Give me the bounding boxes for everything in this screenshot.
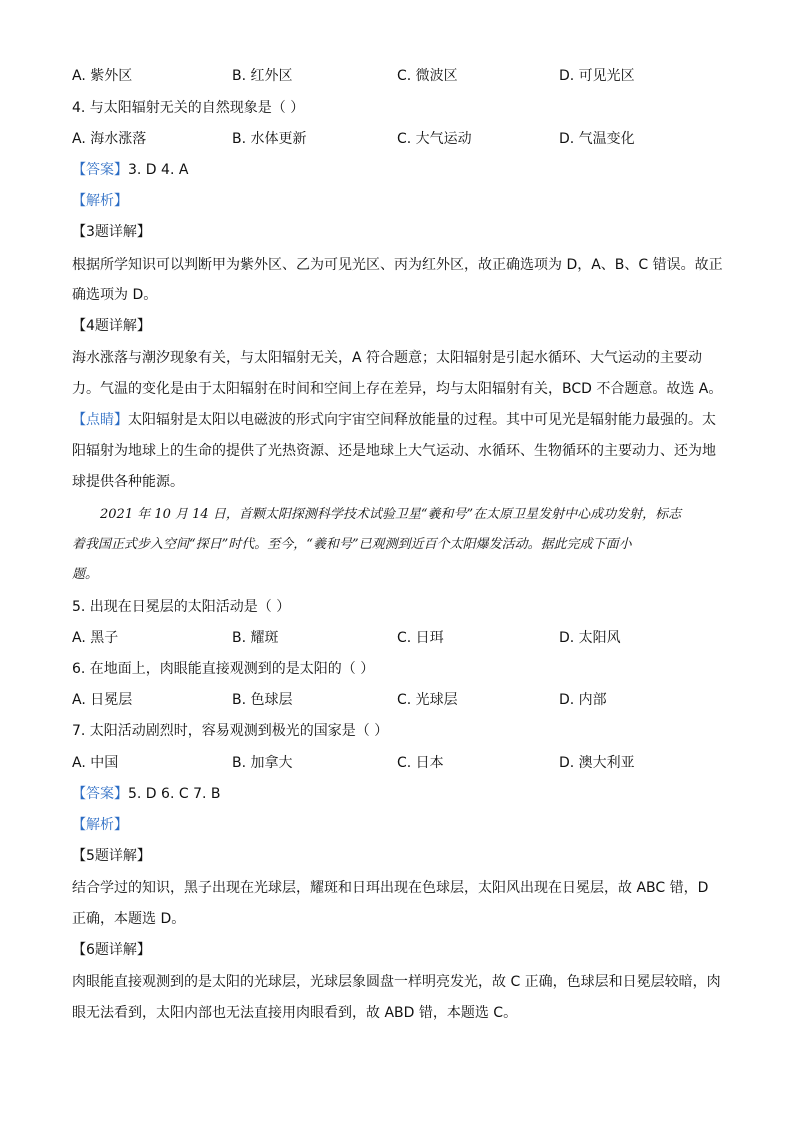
- q4-option-d: D. 气温变化: [559, 131, 635, 147]
- q4-options: [72, 129, 732, 149]
- q7-options: [72, 753, 732, 773]
- q7-option-d: D. 澳大利亚: [559, 755, 635, 771]
- q5-detail-tag: 【5题详解】: [72, 848, 151, 864]
- tip-tag: 【点睛】: [72, 412, 128, 428]
- q4-option-a: A. 海水涨落: [72, 131, 147, 147]
- analysis-tag: 【解析】: [72, 193, 128, 209]
- answer-line-2: [72, 784, 220, 804]
- tip-line-3: 球提供各种能源。: [72, 474, 184, 490]
- q5-option-a: A. 黑子: [72, 630, 119, 646]
- q7-option-b: B. 加拿大: [232, 755, 293, 771]
- tip-line-2: 阳辐射为地球上的生命的提供了光热资源、还是地球上大气运动、水循环、生物循环的主要动力、还为地: [72, 443, 716, 459]
- intro-line-2: 着我国正式步入空间“探日”时代。至今，“羲和号”已观测到近百个太阳爆发活动。据此完成下面小: [72, 537, 632, 552]
- intro-line-1: 2021 年 10 月 14 日，首颗太阳探测科学技术试验卫星“羲和号”在太原卫星发射中心成功发射，标志: [100, 507, 682, 522]
- q6-detail-line-2: 眼无法看到，太阳内部也无法直接用肉眼看到，故 ABD 错，本题选 C。: [72, 1005, 518, 1021]
- tip-line-1: [72, 410, 716, 430]
- q4-stem: 4. 与太阳辐射无关的自然现象是（ ）: [72, 100, 305, 116]
- q7-option-c: C. 日本: [397, 755, 444, 771]
- q5-stem: 5. 出现在日冕层的太阳活动是（ ）: [72, 599, 291, 615]
- q6-detail-tag: 【6题详解】: [72, 942, 151, 958]
- q3-option-a: A. 紫外区: [72, 68, 133, 84]
- answer-text-2: 5. D 6. C 7. B: [128, 786, 221, 802]
- q3-options: [72, 66, 732, 86]
- q4-detail-tag: 【4题详解】: [72, 318, 151, 334]
- answer-tag: 【答案】: [72, 162, 128, 178]
- q4-option-c: C. 大气运动: [397, 131, 472, 147]
- q3-option-b: B. 红外区: [232, 68, 293, 84]
- q5-detail-line-1: 结合学过的知识，黑子出现在光球层，耀斑和日珥出现在色球层，太阳风出现在日冕层，故 ABC 错，D: [72, 880, 709, 896]
- answer-tag-2: 【答案】: [72, 786, 128, 802]
- q4-option-b: B. 水体更新: [232, 131, 307, 147]
- q5-options: [72, 628, 732, 648]
- q7-option-a: A. 中国: [72, 755, 119, 771]
- q5-option-d: D. 太阳风: [559, 630, 621, 646]
- intro-line-3: 题。: [72, 567, 99, 582]
- analysis-tag-2: 【解析】: [72, 817, 128, 833]
- q7-stem: 7. 太阳活动剧烈时，容易观测到极光的国家是（ ）: [72, 723, 389, 739]
- q3-option-d: D. 可见光区: [559, 68, 635, 84]
- q4-detail-line-1: 海水涨落与潮汐现象有关，与太阳辐射无关，A 符合题意；太阳辐射是引起水循环、大气运动的主要动: [72, 350, 703, 366]
- q6-stem: 6. 在地面上，肉眼能直接观测到的是太阳的（ ）: [72, 661, 375, 677]
- q3-detail-line-1: 根据所学知识可以判断甲为紫外区、乙为可见光区、丙为红外区，故正确选项为 D，A、B、C 错误。故正: [72, 257, 723, 273]
- q3-option-c: C. 微波区: [397, 68, 458, 84]
- q6-options: [72, 690, 732, 710]
- q6-option-c: C. 光球层: [397, 692, 458, 708]
- q6-option-a: A. 日冕层: [72, 692, 133, 708]
- q6-detail-line-1: 肉眼能直接观测到的是太阳的光球层，光球层象圆盘一样明亮发光，故 C 正确，色球层和日冕层较暗，肉: [72, 974, 721, 990]
- q5-option-c: C. 日珥: [397, 630, 444, 646]
- q5-option-b: B. 耀斑: [232, 630, 279, 646]
- q3-detail-line-2: 确选项为 D。: [72, 287, 158, 303]
- q3-detail-tag: 【3题详解】: [72, 224, 151, 240]
- q6-option-d: D. 内部: [559, 692, 607, 708]
- q5-detail-line-2: 正确，本题选 D。: [72, 911, 186, 927]
- tip-text-1: 太阳辐射是太阳以电磁波的形式向宇宙空间释放能量的过程。其中可见光是辐射能力最强的。太: [128, 412, 716, 428]
- answer-text: 3. D 4. A: [128, 162, 189, 178]
- q4-detail-line-2: 力。气温的变化是由于太阳辐射在时间和空间上存在差异，均与太阳辐射有关，BCD 不合题意。故选 A。: [72, 381, 723, 397]
- q6-option-b: B. 色球层: [232, 692, 293, 708]
- answer-line-1: [72, 160, 188, 180]
